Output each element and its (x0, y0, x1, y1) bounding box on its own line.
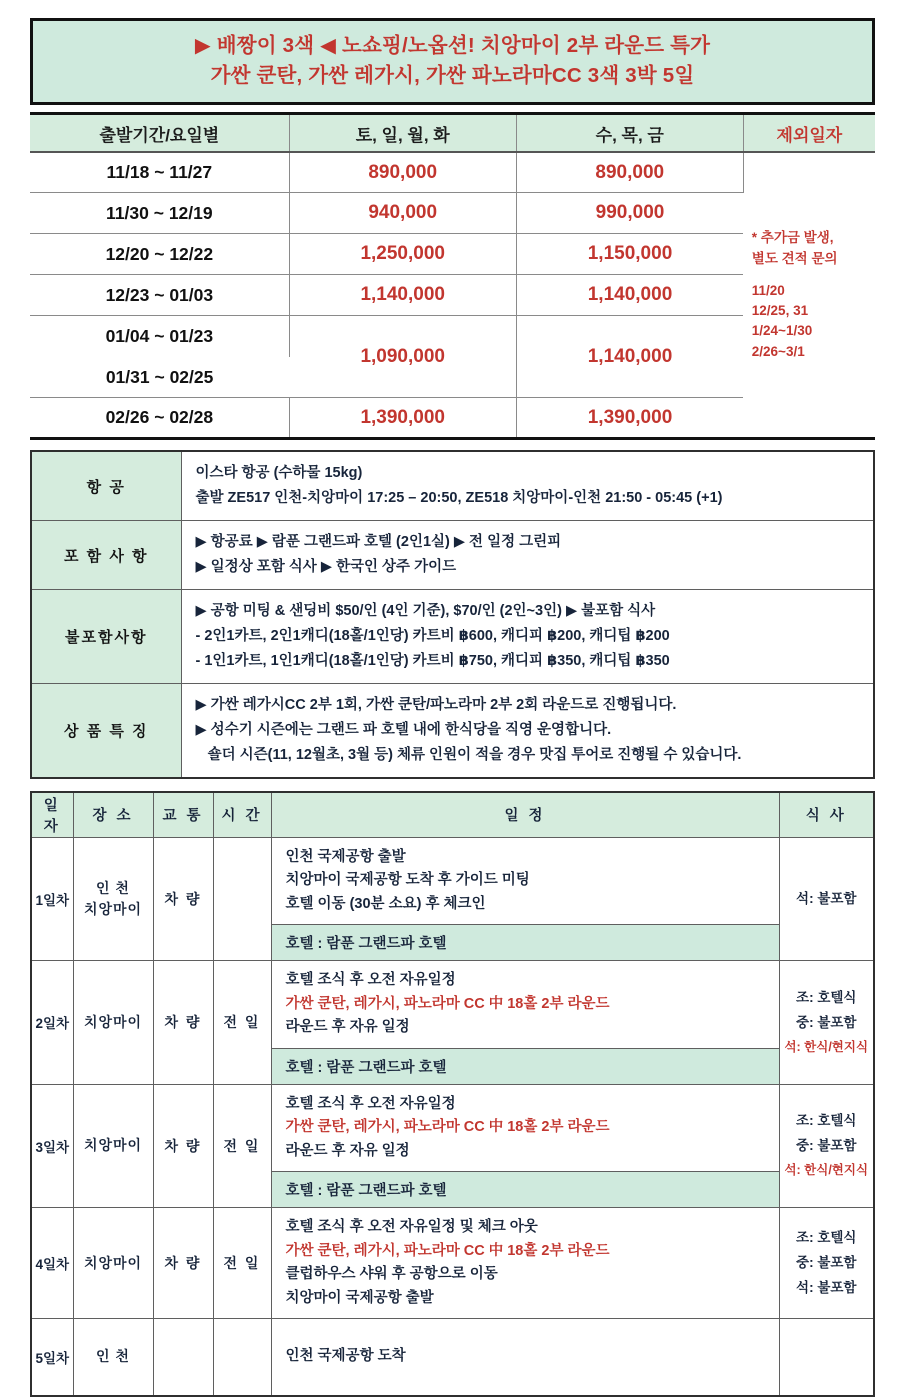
exclusion-note-line1: * 추가금 발생, (751, 230, 834, 246)
itinerary-meal (779, 1084, 874, 1207)
itinerary-meal (779, 1319, 874, 1396)
itinerary-transport: 차 량 (153, 961, 213, 1084)
itinerary-schedule (271, 837, 779, 960)
itinerary-schedule-line: 치앙마이 국제공항 도착 후 가이드 미팅 (285, 872, 530, 889)
itinerary-hotel-bar: 호텔 : 람푼 그랜드파 호텔 (272, 1048, 779, 1084)
itinerary-place (73, 961, 153, 1084)
itinerary-header-place: 장 소 (73, 792, 153, 838)
itinerary-place (73, 837, 153, 960)
itinerary-day: 5일차 (31, 1319, 73, 1396)
info-line: - 1인1카트, 1인1캐디(18홀/1인당) 카트비 ฿750, 캐디피 ฿350, 캐디팁 ฿350 (195, 653, 670, 670)
itinerary-meal-line: 석: 한식/현지식 (784, 1163, 869, 1178)
info-body-included (181, 521, 874, 590)
price-header-weekend: 토, 일, 월, 화 (289, 114, 516, 152)
info-label-flight: 항 공 (31, 451, 181, 520)
itinerary-schedule-line: 라운드 후 자유 일정 (285, 1019, 410, 1036)
itinerary-transport: 차 량 (153, 837, 213, 960)
price-table-header-row (30, 114, 875, 152)
itinerary-schedule-line: 호텔 조식 후 오전 자유일정 및 체크 아웃 (285, 1219, 538, 1236)
itinerary-place-line: 인 천 (96, 1348, 130, 1365)
itinerary-header-transport: 교 통 (153, 792, 213, 838)
info-row-flight (31, 451, 874, 520)
itinerary-transport (153, 1319, 213, 1396)
itinerary-row (31, 837, 874, 960)
price-weekday: 1,390,000 (587, 406, 673, 428)
price-period: 01/04 ~ 01/23 (30, 316, 289, 357)
itinerary-meal-line: 조: 호텔식 (796, 989, 857, 1005)
itinerary-day: 4일차 (31, 1208, 73, 1319)
itinerary-schedule-line: 호텔 조식 후 오전 자유일정 (285, 1095, 456, 1112)
itinerary-place (73, 1084, 153, 1207)
info-label-excluded: 불포함사항 (31, 590, 181, 684)
price-weekday: 990,000 (516, 193, 743, 234)
itinerary-day: 2일차 (31, 961, 73, 1084)
itinerary-meal-line: 조: 호텔식 (796, 1229, 857, 1245)
price-weekend: 1,140,000 (289, 275, 516, 316)
price-period: 02/26 ~ 02/28 (30, 398, 289, 439)
itinerary-place-line: 치앙마이 (83, 901, 143, 918)
itinerary-time (213, 1319, 271, 1396)
price-period: 11/30 ~ 12/19 (30, 193, 289, 234)
itinerary-transport: 차 량 (153, 1084, 213, 1207)
title-line-2: 가싼 쿤탄, 가싼 레가시, 가싼 파노라마CC 3색 3박 5일 (210, 63, 695, 87)
itinerary-place-line: 치앙마이 (83, 1013, 143, 1030)
price-period: 12/23 ~ 01/03 (30, 275, 289, 316)
itinerary-schedule-line: 치앙마이 국제공항 출발 (285, 1289, 434, 1306)
itinerary-time (213, 837, 271, 960)
itinerary-schedule-line: 라운드 후 자유 일정 (285, 1142, 410, 1159)
itinerary-meal (779, 837, 874, 960)
itinerary-meal-line: 석: 불포함 (796, 1279, 857, 1295)
exclusion-dates (752, 281, 867, 362)
price-weekend: 1,250,000 (289, 234, 516, 275)
info-line: ▶ 공항 미팅 & 샌딩비 $50/인 (4인 기준), $70/인 (2인~3인) ▶ 불포함 식사 (195, 603, 656, 620)
price-period: 11/18 ~ 11/27 (30, 152, 289, 193)
itinerary-day: 3일차 (31, 1084, 73, 1207)
itinerary-hotel-bar: 호텔 : 람푼 그랜드파 호텔 (272, 1171, 779, 1207)
itinerary-schedule-line: 호텔 조식 후 오전 자유일정 (285, 972, 456, 989)
itinerary-schedule-lines (272, 1319, 779, 1394)
info-table (30, 450, 875, 778)
itinerary-header-schedule: 일 정 (271, 792, 779, 838)
exclusion-note (752, 228, 867, 269)
itinerary-meal-line: 중: 불포함 (796, 1254, 857, 1270)
info-line: ▶ 성수기 시즌에는 그랜드 파 호텔 내에 한식당을 직영 운영합니다. (195, 721, 612, 738)
price-weekend: 940,000 (289, 193, 516, 234)
itinerary-meal (779, 1208, 874, 1319)
title-banner (30, 18, 875, 105)
price-header-weekday: 수, 목, 금 (516, 114, 743, 152)
price-header-period: 출발기간/요일별 (30, 114, 289, 152)
info-body-excluded (181, 590, 874, 684)
itinerary-schedule (271, 1084, 779, 1207)
itinerary-schedule-line: 인천 국제공항 출발 (285, 848, 406, 865)
itinerary-time: 전 일 (213, 1208, 271, 1319)
itinerary-meal (779, 961, 874, 1084)
info-line: ▶ 일정상 포함 식사 ▶ 한국인 상주 가이드 (195, 559, 457, 576)
itinerary-row (31, 1319, 874, 1396)
exclusion-date: 2/26~3/1 (751, 343, 805, 359)
itinerary-hotel-bar: 호텔 : 람푼 그랜드파 호텔 (272, 924, 779, 960)
price-weekend: 1,090,000 (289, 316, 516, 398)
price-weekday: 1,140,000 (516, 316, 743, 398)
itinerary-place (73, 1319, 153, 1396)
itinerary-day: 1일차 (31, 837, 73, 960)
info-body-flight (181, 451, 874, 520)
info-line: 출발 ZE517 인천-치앙마이 17:25 – 20:50, ZE518 치앙마이-인천 21:50 - 05:45 (+1) (195, 490, 723, 507)
info-line: - 2인1카트, 2인1캐디(18홀/1인당) 카트비 ฿600, 캐디피 ฿200, 캐디팁 ฿200 (195, 628, 670, 645)
info-line: 숄더 시즌(11, 12월초, 3월 등) 체류 인원이 적을 경우 맛집 투어로 진행될 수 있습니다. (195, 746, 742, 763)
itinerary-schedule-lines (272, 961, 779, 1047)
price-weekday: 1,140,000 (516, 275, 743, 316)
price-weekend: 1,390,000 (289, 398, 516, 439)
itinerary-meal-line: 중: 불포함 (796, 1138, 857, 1154)
price-weekday: 890,000 (516, 152, 743, 193)
itinerary-time: 전 일 (213, 961, 271, 1084)
itinerary-meal-line: 석: 불포함 (796, 890, 857, 906)
exclusion-note-line2: 별도 견적 문의 (751, 250, 838, 266)
info-row-features (31, 684, 874, 778)
itinerary-schedule-line: 인천 국제공항 도착 (285, 1348, 406, 1365)
price-row (30, 152, 875, 193)
info-line: 이스타 항공 (수하물 15kg) (195, 465, 363, 482)
itinerary-meal-line: 중: 불포함 (796, 1014, 857, 1030)
itinerary-row (31, 961, 874, 1084)
price-weekday: 1,150,000 (516, 234, 743, 275)
itinerary-header-day: 일 자 (31, 792, 73, 838)
itinerary-schedule-lines (272, 1208, 779, 1318)
itinerary-schedule-line: 가싼 쿤탄, 레가시, 파노라마 CC 中 18홀 2부 라운드 (285, 995, 610, 1012)
itinerary-schedule-lines (272, 1085, 779, 1171)
itinerary-schedule (271, 1319, 779, 1396)
info-line: ▶ 가싼 레가시CC 2부 1회, 가싼 쿤탄/파노라마 2부 2회 라운드로 진행됩니다. (195, 697, 677, 713)
itinerary-schedule-line: 가싼 쿤탄, 레가시, 파노라마 CC 中 18홀 2부 라운드 (285, 1242, 610, 1259)
itinerary-schedule (271, 1208, 779, 1319)
itinerary-row (31, 1084, 874, 1207)
exclusion-date: 11/20 (751, 282, 785, 298)
itinerary-place (73, 1208, 153, 1319)
price-period: 01/31 ~ 02/25 (30, 357, 289, 398)
itinerary-header-time: 시 간 (213, 792, 271, 838)
info-label-included: 포 함 사 항 (31, 521, 181, 590)
title-line-1: ▶ 배짱이 3색 ◀ 노쇼핑/노옵션! 치앙마이 2부 라운드 특가 (194, 34, 711, 57)
itinerary-schedule-line: 클럽하우스 샤워 후 공항으로 이동 (285, 1266, 498, 1283)
info-row-included (31, 521, 874, 590)
exclusion-cell (743, 152, 875, 439)
itinerary-schedule (271, 961, 779, 1084)
price-table (30, 112, 875, 440)
info-row-excluded (31, 590, 874, 684)
itinerary-schedule-line: 가싼 쿤탄, 레가시, 파노라마 CC 中 18홀 2부 라운드 (285, 1119, 610, 1136)
itinerary-place-line: 치앙마이 (83, 1137, 143, 1154)
exclusion-date: 12/25, 31 (751, 303, 809, 319)
itinerary-header-row (31, 792, 874, 838)
price-weekend: 890,000 (289, 152, 516, 193)
info-body-features (181, 684, 874, 778)
itinerary-time: 전 일 (213, 1084, 271, 1207)
itinerary-meal-line: 석: 한식/현지식 (784, 1039, 869, 1054)
price-header-exclusion: 제외일자 (743, 114, 875, 152)
price-period: 12/20 ~ 12/22 (30, 234, 289, 275)
itinerary-schedule-lines (272, 838, 779, 924)
exclusion-date: 1/24~1/30 (751, 323, 813, 339)
itinerary-meal-line: 조: 호텔식 (796, 1113, 857, 1129)
itinerary-schedule-line: 호텔 이동 (30분 소요) 후 체크인 (285, 895, 486, 912)
itinerary-place-line: 치앙마이 (83, 1254, 143, 1271)
itinerary-transport: 차 량 (153, 1208, 213, 1319)
itinerary-row (31, 1208, 874, 1319)
itinerary-table (30, 791, 875, 1397)
info-label-features: 상 품 특 징 (31, 684, 181, 778)
itinerary-header-meal: 식 사 (779, 792, 874, 838)
itinerary-place-line: 인 천 (96, 880, 130, 897)
info-line: ▶ 항공료 ▶ 람푼 그랜드파 호텔 (2인1실) ▶ 전 일정 그린피 (195, 534, 562, 551)
